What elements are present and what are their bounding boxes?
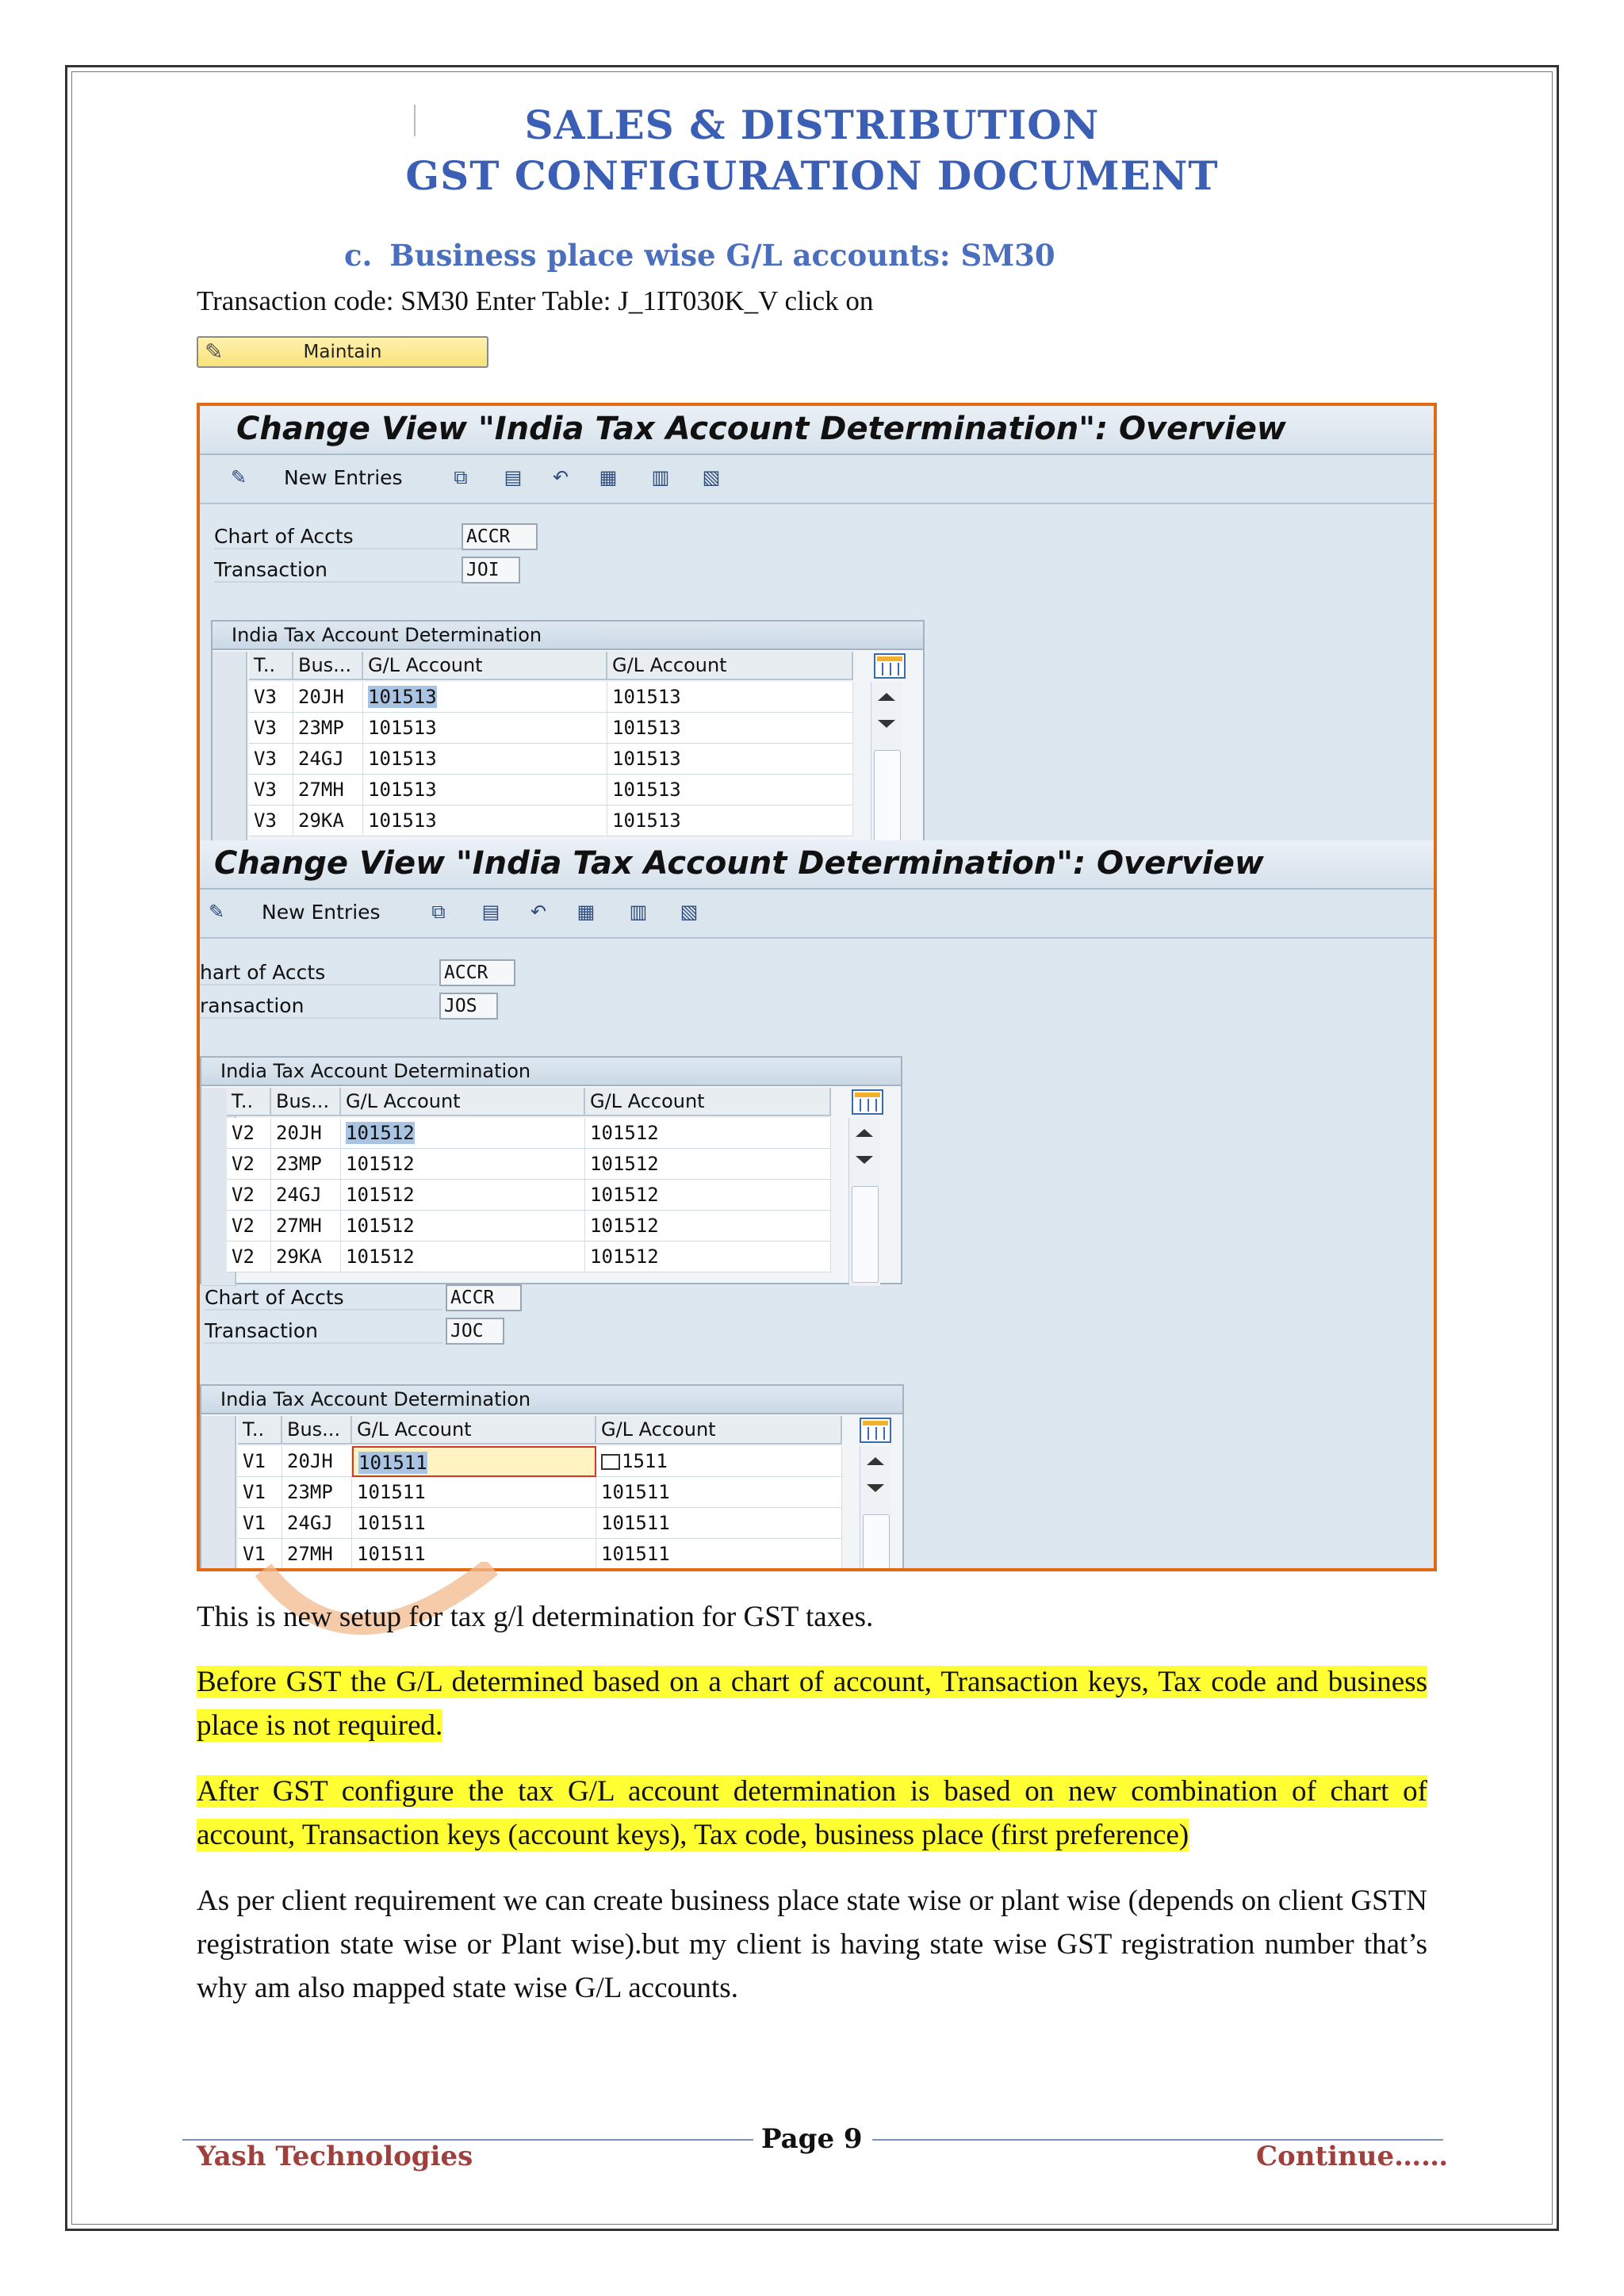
col-head-gl1[interactable]: G/L Account: [341, 1088, 585, 1116]
cell-bus[interactable]: 27MH: [293, 775, 363, 806]
chart-value-1[interactable]: ACCR: [462, 523, 538, 550]
select-all-icon[interactable]: ▦: [599, 466, 618, 488]
table-settings-icon[interactable]: [852, 1089, 883, 1115]
cell-gl2[interactable]: [596, 1446, 842, 1477]
cell-bus[interactable]: 20JH: [293, 682, 363, 713]
col-head-bus[interactable]: Bus...: [293, 652, 363, 680]
scroll-thumb[interactable]: [852, 1186, 879, 1283]
cell-gl2[interactable]: 101513: [607, 682, 853, 713]
paragraph-3-text: After GST configure the tax G/L account determination is based on new combination of chart of account, Transaction keys (account keys), Tax code, business place (first preference): [197, 1775, 1427, 1851]
section-heading-text: Business place wise G/L accounts: SM30: [389, 238, 1055, 273]
cell-t[interactable]: V2: [227, 1149, 271, 1180]
col-head-gl2[interactable]: G/L Account: [596, 1416, 842, 1445]
chart-label-1: Chart of Accts: [214, 525, 462, 549]
tax-table-3: [200, 1384, 904, 1571]
col-head-t[interactable]: T..: [227, 1088, 271, 1116]
pencil-icon: ✎: [205, 339, 224, 365]
deselect-all-icon[interactable]: ▧: [702, 466, 721, 488]
footer-continue: Continue……: [1256, 2141, 1449, 2172]
scrollbar[interactable]: [848, 1118, 880, 1286]
cell-gl2[interactable]: 101513: [607, 744, 853, 775]
transaction-value-2[interactable]: JOS: [439, 993, 498, 1020]
doc-title-line1: SALES & DISTRIBUTION: [524, 101, 1100, 148]
transaction-value-3[interactable]: JOC: [446, 1318, 504, 1345]
cell-t[interactable]: V3: [249, 713, 293, 744]
cell-gl1[interactable]: 101513: [363, 744, 607, 775]
paragraph-3-highlighted: [197, 1770, 1427, 1857]
cell-bus[interactable]: 29KA: [271, 1242, 341, 1272]
delete-icon[interactable]: ▤: [504, 466, 523, 488]
cell-bus[interactable]: 24GJ: [271, 1180, 341, 1211]
cell-bus[interactable]: 24GJ: [282, 1508, 352, 1539]
scroll-up-icon[interactable]: [878, 693, 895, 701]
chart-value-3[interactable]: ACCR: [446, 1284, 522, 1311]
cell-t[interactable]: V1: [238, 1446, 282, 1477]
cell-gl1-text: 101513: [368, 686, 437, 708]
col-head-bus[interactable]: Bus...: [271, 1088, 341, 1116]
cell-gl2[interactable]: 101512: [585, 1211, 831, 1242]
new-entries-button[interactable]: New Entries: [262, 901, 381, 924]
paragraph-2-highlighted: [197, 1660, 1427, 1747]
cell-bus[interactable]: 23MP: [293, 713, 363, 744]
cell-bus[interactable]: 29KA: [293, 806, 363, 836]
toolbar-1: [200, 455, 1434, 504]
undo-icon[interactable]: ↶: [530, 901, 547, 923]
paragraph-2-text: Before GST the G/L determined based on a chart of account, Transaction keys, Tax code and business place is not required.: [197, 1666, 1427, 1742]
footer-page-number: Page 9: [761, 2123, 863, 2155]
scroll-up-icon[interactable]: [867, 1457, 884, 1465]
chart-value-2[interactable]: ACCR: [439, 959, 515, 986]
cell-gl1-text: 101511: [358, 1452, 427, 1474]
sap-screenshot: [197, 403, 1437, 1571]
cell-gl1[interactable]: 101512: [341, 1149, 585, 1180]
scroll-down-icon[interactable]: [856, 1156, 873, 1164]
maintain-label: Maintain: [303, 342, 382, 362]
cell-t[interactable]: V1: [238, 1477, 282, 1508]
transaction-value-1[interactable]: JOI: [462, 557, 520, 584]
transaction-label-2: ransaction: [200, 994, 438, 1019]
cell-gl1[interactable]: 101512: [341, 1180, 585, 1211]
tax-table-2: [200, 1056, 902, 1284]
cell-t[interactable]: V3: [249, 744, 293, 775]
cell-t[interactable]: V3: [249, 806, 293, 836]
cell-gl2[interactable]: 101511: [596, 1539, 842, 1570]
cell-gl2[interactable]: 101512: [585, 1242, 831, 1272]
scroll-down-icon[interactable]: [878, 720, 895, 728]
view-title-2: Change View "India Tax Account Determination": Overview: [214, 845, 1264, 882]
cell-gl1-editing[interactable]: [352, 1446, 596, 1477]
doc-title-line2: GST CONFIGURATION DOCUMENT: [405, 152, 1219, 199]
cell-gl1[interactable]: [341, 1118, 585, 1149]
row-selector-column[interactable]: [201, 1416, 236, 1571]
table-caption-2: India Tax Account Determination: [201, 1058, 901, 1086]
new-entries-button[interactable]: New Entries: [284, 466, 403, 489]
cell-bus[interactable]: 27MH: [271, 1211, 341, 1242]
cell-gl2[interactable]: 101511: [596, 1477, 842, 1508]
table-settings-icon[interactable]: [874, 653, 906, 679]
cell-bus[interactable]: 20JH: [282, 1446, 352, 1477]
value-help-icon[interactable]: [601, 1454, 620, 1470]
transaction-label-1: Transaction: [214, 558, 462, 583]
chart-label-2: hart of Accts: [200, 961, 438, 985]
view-title-1: Change View "India Tax Account Determination": Overview: [236, 411, 1286, 447]
section-heading: [344, 238, 1055, 273]
cell-bus[interactable]: 20JH: [271, 1118, 341, 1149]
toolbar-2: [200, 890, 1434, 939]
scrollbar[interactable]: [860, 1446, 891, 1571]
cell-gl1[interactable]: 101512: [341, 1211, 585, 1242]
table-settings-icon[interactable]: [860, 1418, 891, 1443]
copy-icon[interactable]: ⧉: [454, 466, 468, 488]
cell-gl1[interactable]: [363, 682, 607, 713]
cell-gl1[interactable]: 101511: [352, 1539, 596, 1570]
deselect-all-icon[interactable]: ▧: [680, 901, 699, 923]
cell-gl2-text: 1511: [622, 1450, 668, 1472]
transaction-label-3: Transaction: [205, 1319, 442, 1344]
section-letter: c.: [344, 238, 373, 273]
col-head-gl2[interactable]: G/L Account: [607, 652, 853, 680]
cell-t[interactable]: V2: [227, 1180, 271, 1211]
cell-t[interactable]: V2: [227, 1211, 271, 1242]
cell-gl2[interactable]: 101513: [607, 806, 853, 836]
cell-gl2[interactable]: 101512: [585, 1118, 831, 1149]
cell-t[interactable]: V2: [227, 1242, 271, 1272]
col-head-t[interactable]: T..: [238, 1416, 282, 1445]
cell-gl1[interactable]: 101513: [363, 806, 607, 836]
paragraph-1: This is new setup for tax g/l determination for GST taxes.: [197, 1601, 874, 1633]
select-block-icon[interactable]: ▥: [651, 466, 670, 488]
cell-t[interactable]: V1: [238, 1508, 282, 1539]
col-head-gl2[interactable]: G/L Account: [585, 1088, 831, 1116]
tax-table-1: [211, 620, 925, 858]
paragraph-4: As per client requirement we can create business place state wise or plant wise (depends on client GSTN registration state wise or Plant wise).but my client is having state wise GST registration number that’s why am also mapped state wise G/L accounts.: [197, 1885, 1427, 2004]
cell-gl2[interactable]: 101511: [596, 1508, 842, 1539]
cell-gl1-text: 101512: [346, 1122, 415, 1144]
cell-t[interactable]: V1: [238, 1539, 282, 1570]
scrollbar[interactable]: [871, 682, 902, 859]
table-caption-3: India Tax Account Determination: [201, 1386, 902, 1414]
col-head-t[interactable]: T..: [249, 652, 293, 680]
cell-gl1[interactable]: 101512: [341, 1242, 585, 1272]
delete-icon[interactable]: ▤: [481, 901, 500, 923]
cell-gl1[interactable]: 101511: [352, 1477, 596, 1508]
select-block-icon[interactable]: ▥: [629, 901, 648, 923]
chart-label-3: Chart of Accts: [205, 1286, 442, 1311]
cell-bus[interactable]: 27MH: [282, 1539, 352, 1570]
cell-gl1[interactable]: 101513: [363, 775, 607, 806]
pencil-glasses-icon[interactable]: ✎: [230, 466, 247, 488]
select-all-icon[interactable]: ▦: [576, 901, 596, 923]
scroll-down-icon[interactable]: [867, 1484, 884, 1492]
cell-t[interactable]: V3: [249, 682, 293, 713]
cell-gl2[interactable]: 101513: [607, 713, 853, 744]
col-head-gl1[interactable]: G/L Account: [352, 1416, 596, 1445]
table-caption-1: India Tax Account Determination: [213, 622, 923, 650]
cell-gl1[interactable]: 101513: [363, 713, 607, 744]
cell-bus[interactable]: 23MP: [282, 1477, 352, 1508]
row-selector-column[interactable]: [213, 652, 247, 859]
maintain-button[interactable]: [197, 336, 488, 368]
cell-gl2[interactable]: 101513: [607, 775, 853, 806]
scroll-thumb[interactable]: [863, 1514, 890, 1571]
undo-icon[interactable]: ↶: [552, 466, 569, 488]
scroll-up-icon[interactable]: [856, 1129, 873, 1137]
cell-t[interactable]: V3: [249, 775, 293, 806]
intro-text: Transaction code: SM30 Enter Table: J_1IT030K_V click on: [197, 285, 874, 316]
col-head-gl1[interactable]: G/L Account: [363, 652, 607, 680]
col-head-bus[interactable]: Bus...: [282, 1416, 352, 1445]
cell-gl2[interactable]: 101512: [585, 1180, 831, 1211]
cell-bus[interactable]: 24GJ: [293, 744, 363, 775]
pencil-glasses-icon[interactable]: ✎: [208, 901, 225, 923]
copy-icon[interactable]: ⧉: [431, 901, 446, 923]
cell-t[interactable]: V2: [227, 1118, 271, 1149]
cell-gl2[interactable]: 101512: [585, 1149, 831, 1180]
cell-gl1[interactable]: 101511: [352, 1508, 596, 1539]
cell-bus[interactable]: 23MP: [271, 1149, 341, 1180]
footer-company: Yash Technologies: [197, 2141, 473, 2172]
